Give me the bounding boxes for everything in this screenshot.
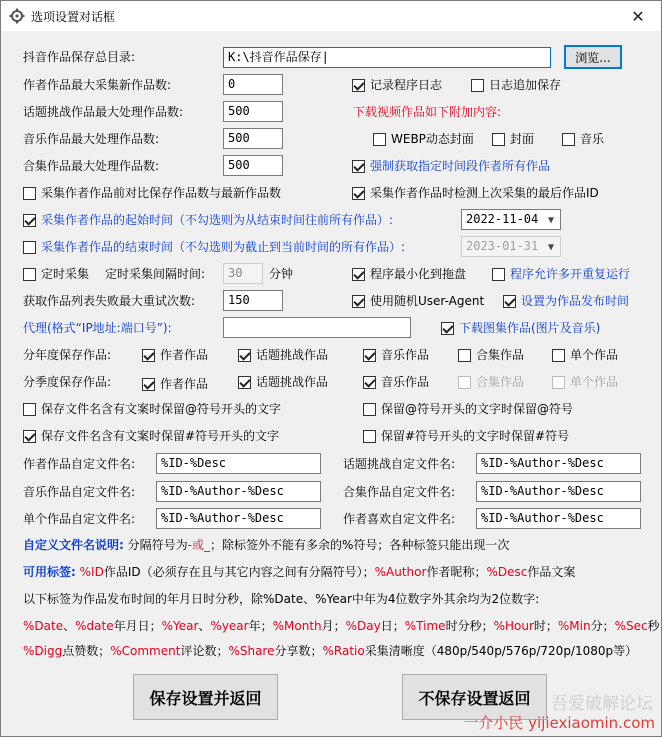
checkbox-box <box>363 376 376 389</box>
end-time-checkbox[interactable]: 采集作者作品的结束时间（不勾选则为截止到当前时间的所有作品）: <box>23 239 405 255</box>
help-line-4: %Date、%date年月日；%Year、%year年；%Month月；%Day日；%Time时分秒；%Hour时；%Min分；%Sec秒 <box>23 619 660 633</box>
checkbox-box <box>23 268 36 281</box>
checkbox-box <box>352 187 365 200</box>
close-icon: ✕ <box>631 6 645 26</box>
checkbox-box <box>352 160 365 173</box>
single-filename-input[interactable]: %ID-%Author-%Desc <box>156 508 321 529</box>
checkbox-box <box>238 376 251 389</box>
year-author-checkbox[interactable]: 作者作品 <box>142 347 208 363</box>
help-line-2: 可用标签: %ID作品ID（必须存在且与其它内容之间有分隔符号）；%Author作者昵称；%Desc作品文案 <box>23 565 576 579</box>
checkbox-box <box>142 378 155 391</box>
retry-label: 获取作品列表失败最大重试次数: <box>23 294 196 308</box>
liked-filename-label: 作者喜欢自定文件名: <box>343 512 456 526</box>
checkbox-box <box>363 430 376 443</box>
year-topic-checkbox[interactable]: 话题挑战作品 <box>238 347 328 363</box>
author-max-label: 作者作品最大采集新作品数: <box>23 78 172 92</box>
record-log-checkbox[interactable]: 记录程序日志 <box>352 77 442 93</box>
quarter-author-checkbox[interactable]: 作者作品 <box>142 376 208 392</box>
append-log-checkbox[interactable]: 日志追加保存 <box>471 77 561 93</box>
checkbox-box <box>552 376 565 389</box>
set-publish-time-checkbox[interactable]: 设置为作品发布时间 <box>503 293 629 309</box>
watermark <box>421 685 661 735</box>
start-time-checkbox[interactable]: 采集作者作品的起始时间（不勾选则为从结束时间往前所有作品）: <box>23 212 393 228</box>
keep-hash-text-checkbox[interactable]: 保存文件名含有文案时保留#符号开头的文字 <box>23 428 279 444</box>
collection-filename-label: 合集作品自定文件名: <box>343 485 456 499</box>
music-filename-label: 音乐作品自定文件名: <box>23 485 136 499</box>
save-dir-input[interactable]: K:\抖音作品保存| <box>223 47 551 68</box>
checkbox-box <box>23 403 36 416</box>
checkbox-box <box>23 430 36 443</box>
checkbox-box <box>352 79 365 92</box>
help-line-5: %Digg点赞数；%Comment评论数；%Share分享数；%Ratio采集清晰度（480p/540p/576p/720p/1080p等） <box>23 644 638 658</box>
minimize-tray-checkbox[interactable]: 程序最小化到拖盘 <box>352 266 466 282</box>
cover-checkbox[interactable]: 封面 <box>492 131 534 147</box>
checkbox-box <box>142 349 155 362</box>
allow-multi-checkbox[interactable]: 程序允许多开重复运行 <box>492 266 630 282</box>
checkbox-box <box>352 268 365 281</box>
help-line-3: 以下标签为作品发布时间的年月日时分秒，除%Date、%Year中年为4位数字外其余均为2位数字: <box>23 592 540 606</box>
checkbox-box <box>441 322 454 335</box>
force-time-range-checkbox[interactable]: 强制获取指定时间段作者所有作品 <box>352 158 550 174</box>
proxy-input[interactable] <box>223 317 411 338</box>
checkbox-box <box>458 349 471 362</box>
close-button[interactable] <box>615 1 661 31</box>
checkbox-box <box>23 241 36 254</box>
quarter-music-checkbox[interactable]: 音乐作品 <box>363 374 429 390</box>
topic-filename-input[interactable]: %ID-%Author-%Desc <box>476 453 641 474</box>
checkbox-box <box>373 133 386 146</box>
topic-filename-label: 话题挑战自定文件名: <box>343 457 456 471</box>
end-time-picker[interactable]: 2023-01-31 ▼ <box>461 236 561 257</box>
keep-hash-symbol-checkbox[interactable]: 保留#符号开头的文字时保留#符号 <box>363 428 569 444</box>
watermark-line-1: 吾爱破解论坛 <box>551 694 653 714</box>
collection-max-label: 合集作品最大处理作品数: <box>23 159 160 173</box>
help-line-1: 自定义文件名说明: 分隔符号为-或_；除标签外不能有多余的%符号；各种标签只能出现一次 <box>23 538 510 552</box>
checkbox-box <box>23 214 36 227</box>
random-ua-checkbox[interactable]: 使用随机User-Agent <box>352 293 484 309</box>
checkbox-box <box>23 187 36 200</box>
watermark-line-2: 一介小民 yijiexiaomin.com <box>463 714 655 732</box>
chevron-down-icon: ▼ <box>547 215 554 226</box>
collection-filename-input[interactable]: %ID-%Author-%Desc <box>476 481 641 502</box>
checkbox-box <box>363 349 376 362</box>
quarter-save-label: 分季度保存作品: <box>23 375 112 389</box>
checkbox-box <box>492 268 505 281</box>
window-title: 选项设置对话框 <box>31 10 116 24</box>
timer-interval-input[interactable]: 30 <box>223 263 263 284</box>
timer-interval-label: 定时采集间隔时间: <box>105 267 206 281</box>
keep-at-symbol-checkbox[interactable]: 保留@符号开头的文字时保留@符号 <box>363 401 573 417</box>
download-images-checkbox[interactable]: 下载图集作品(图片及音乐) <box>441 320 600 336</box>
save-and-return-button[interactable]: 保存设置并返回 <box>133 674 278 720</box>
checkbox-box <box>238 349 251 362</box>
chevron-down-icon: ▼ <box>547 242 554 253</box>
save-dir-label: 抖音作品保存总目录: <box>23 50 136 64</box>
webp-cover-checkbox[interactable]: WEBP动态封面 <box>373 131 474 147</box>
checkbox-box <box>552 349 565 362</box>
quarter-single-checkbox[interactable]: 单个作品 <box>552 374 618 390</box>
start-time-picker[interactable]: 2022-11-04 ▼ <box>461 209 561 230</box>
timer-checkbox[interactable]: 定时采集 <box>23 266 89 282</box>
music-checkbox[interactable]: 音乐 <box>562 131 604 147</box>
checkbox-box <box>503 295 516 308</box>
collection-max-input[interactable]: 500 <box>223 155 283 176</box>
liked-filename-input[interactable]: %ID-%Author-%Desc <box>476 508 641 529</box>
retry-input[interactable]: 150 <box>223 290 283 311</box>
author-filename-label: 作者作品自定文件名: <box>23 457 136 471</box>
music-filename-input[interactable]: %ID-%Author-%Desc <box>156 481 321 502</box>
year-music-checkbox[interactable]: 音乐作品 <box>363 347 429 363</box>
topic-max-input[interactable]: 500 <box>223 101 283 122</box>
detect-last-id-checkbox[interactable]: 采集作者作品时检测上次采集的最后作品ID <box>352 185 599 201</box>
checkbox-box <box>562 133 575 146</box>
checkbox-box <box>458 376 471 389</box>
year-save-label: 分年度保存作品: <box>23 348 112 362</box>
proxy-label: 代理(格式“IP地址:端口号”): <box>23 321 172 335</box>
year-single-checkbox[interactable]: 单个作品 <box>552 347 618 363</box>
single-filename-label: 单个作品自定文件名: <box>23 512 136 526</box>
checkbox-box <box>492 133 505 146</box>
checkbox-box <box>363 403 376 416</box>
keep-at-text-checkbox[interactable]: 保存文件名含有文案时保留@符号开头的文字 <box>23 401 281 417</box>
author-filename-input[interactable]: %ID-%Desc <box>156 453 321 474</box>
download-extra-heading: 下载视频作品如下附加内容: <box>353 105 502 119</box>
music-max-input[interactable]: 500 <box>223 128 283 149</box>
compare-saved-checkbox[interactable]: 采集作者作品前对比保存作品数与最新作品数 <box>23 185 281 201</box>
music-max-label: 音乐作品最大处理作品数: <box>23 132 160 146</box>
author-max-input[interactable]: 0 <box>223 74 283 95</box>
year-collection-checkbox[interactable]: 合集作品 <box>458 347 524 363</box>
app-icon <box>9 8 25 24</box>
checkbox-box <box>352 295 365 308</box>
checkbox-box <box>471 79 484 92</box>
timer-unit: 分钟 <box>269 267 294 281</box>
quarter-topic-checkbox[interactable]: 话题挑战作品 <box>238 374 328 390</box>
quarter-collection-checkbox[interactable]: 合集作品 <box>458 374 524 390</box>
title-bar <box>1 1 661 31</box>
topic-max-label: 话题挑战作品最大处理作品数: <box>23 105 184 119</box>
browse-button[interactable]: 浏览... <box>564 45 622 69</box>
return-without-save-button[interactable]: 不保存设置返回 <box>402 674 547 720</box>
